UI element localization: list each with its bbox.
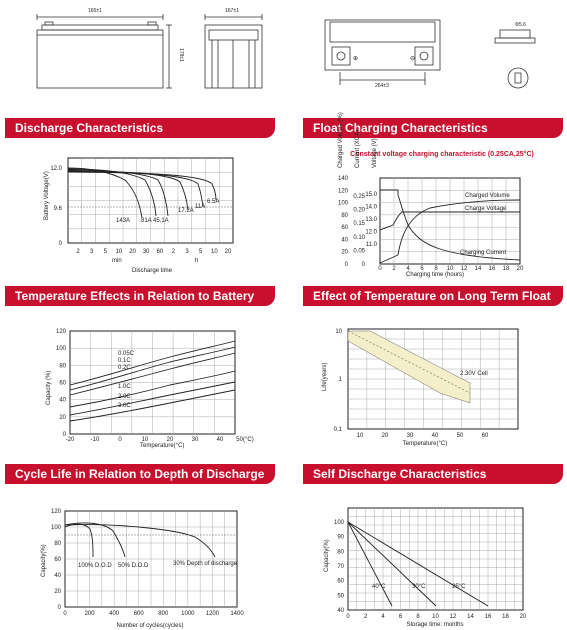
banner-self-discharge: Self Discharge Characteristics	[303, 464, 563, 484]
ytick: 1	[338, 377, 342, 383]
temp-life-chart	[320, 323, 520, 448]
x-tick: 30	[191, 437, 199, 443]
y-tick: 40	[337, 608, 344, 614]
x-tick: 16	[488, 266, 496, 272]
x-tick: 50	[456, 433, 464, 439]
x-tick: 14	[474, 266, 482, 272]
float-chart-title: Constant voltage charging characteristic (0.25CA,25°C)	[350, 151, 534, 158]
banner-float: Float Charging Characteristics	[303, 118, 563, 138]
x-tick: 800	[158, 611, 169, 617]
curve-30	[65, 525, 215, 557]
series-label: 30°C	[412, 584, 426, 590]
x-tick: 14	[467, 614, 474, 620]
series-label: Charge Voltage	[465, 206, 507, 212]
x-axis-label: Temperature(°C)	[140, 443, 185, 449]
banner-cycle: Cycle Life in Relation to Depth of Discharge	[5, 464, 275, 484]
mechanical-drawings	[0, 0, 567, 110]
curve-143A	[68, 168, 142, 218]
front-view-drawing	[37, 14, 172, 88]
x-tick: 8	[416, 614, 420, 620]
y-tick: 12.0	[365, 229, 377, 236]
series-label: Charged Volume	[465, 193, 510, 199]
y-axis-label: Battery Voltage(V)	[44, 171, 50, 220]
y-tick: 40	[341, 237, 348, 244]
y-tick: 80	[54, 541, 61, 547]
unit-h: h	[195, 258, 199, 264]
y-tick: 100	[337, 200, 348, 207]
series-label: 100% D.O.D	[78, 563, 112, 569]
y-tick: 20	[54, 589, 61, 595]
curve-100	[65, 524, 93, 557]
x-axis-label: Storage time: months	[406, 622, 464, 628]
y-axis-label: Life(years)	[322, 362, 328, 391]
y-tick: 0.25	[353, 194, 365, 200]
x-tick: 2	[363, 614, 368, 620]
curve-label: 81A	[141, 218, 152, 224]
x-tick: 0	[346, 614, 350, 620]
y-tick: 50	[337, 593, 344, 600]
x-axis-label: Discharge time	[132, 268, 173, 274]
y-tick: 60	[337, 578, 344, 585]
series-label: Charging Current	[460, 250, 507, 256]
discharge-chart	[40, 150, 240, 275]
y-tick: 100	[50, 525, 61, 531]
x-tick: 2	[392, 266, 396, 272]
y-tick: 140	[337, 176, 348, 182]
curve-label: 2.0C	[118, 394, 131, 400]
svg-text:⊕: ⊕	[353, 56, 359, 62]
curve-30C	[348, 522, 436, 606]
y-tick: 15.0	[365, 192, 377, 198]
ytick: 12.0	[50, 166, 62, 172]
curve-label: 143A	[116, 218, 131, 224]
y-tick: 0	[62, 432, 66, 438]
series-label: 40°C	[372, 584, 386, 590]
x-tick: 1200	[205, 611, 220, 617]
curve-6A	[68, 172, 216, 200]
banner-temp-life: Effect of Temperature on Long Term Float Life	[303, 286, 563, 306]
y-tick: 90	[337, 534, 344, 541]
y-tick: 60	[54, 557, 61, 563]
x-tick: 8	[434, 266, 438, 272]
x-tick: 400	[109, 611, 120, 617]
cycle-chart	[35, 505, 245, 630]
curve-label: 0.2C	[118, 365, 131, 371]
x-tick: 0	[378, 266, 382, 272]
y-tick: 0.15	[353, 221, 365, 228]
y-tick: 40	[54, 573, 61, 579]
y-tick: 80	[341, 212, 348, 219]
y-axis-label: Capacity(%)	[41, 544, 47, 577]
y-tick: 40	[59, 397, 66, 404]
x-axis-label: Charging time (hours)	[405, 272, 465, 278]
x-tick: 20	[519, 614, 527, 620]
y-tick: 120	[50, 509, 61, 515]
x-tick: 12	[460, 266, 468, 272]
front-width-dim: 165±1	[88, 8, 102, 14]
series-label: 2.30V Cell	[460, 371, 488, 377]
temp-capacity-chart	[40, 325, 254, 450]
x-tick: 10	[432, 614, 439, 620]
top-view-drawing	[325, 20, 440, 85]
height-dim: 178±1	[177, 48, 184, 62]
series-label: 50% D.O.D	[118, 563, 149, 569]
x-tick: 1400	[230, 611, 244, 617]
y-tick: 0	[57, 605, 61, 611]
curve-label: 11A	[195, 204, 206, 210]
x-tick: -20	[65, 437, 75, 443]
x-tick: 16	[484, 614, 492, 620]
y-tick: 80	[337, 549, 344, 556]
x-tick: 10	[141, 437, 149, 443]
x-tick: 6	[420, 266, 424, 272]
unit-min: min	[112, 258, 122, 264]
x-axis-label: Number of cycles(cycles)	[116, 623, 184, 629]
x-tick: 40	[216, 437, 224, 443]
x-tick: 6	[398, 614, 403, 620]
y-tick: 0	[344, 262, 348, 268]
y-tick: 14.0	[365, 204, 377, 211]
banner-temp-capacity: Temperature Effects in Relation to Battery Capacity	[5, 286, 275, 306]
x-tick: 5	[103, 249, 107, 255]
curve-label: 0.1C	[118, 358, 131, 364]
y-tick: 70	[337, 564, 344, 570]
curve-label: 3.0C	[118, 403, 131, 409]
x-tick: 20	[129, 249, 136, 255]
terminal-detail-drawing	[495, 30, 535, 88]
x-tick: 3	[185, 249, 189, 255]
y-tick: 13.0	[365, 217, 377, 223]
y-tick: 100	[55, 346, 66, 353]
ytick: 9.6	[53, 206, 62, 212]
x-tick: 40	[431, 433, 439, 439]
y-axis-label: Capacity (%)	[46, 370, 52, 405]
y-tick: 120	[337, 188, 348, 195]
y-tick: 11.0	[365, 242, 377, 248]
y-tick: 120	[55, 329, 66, 335]
ytick: 10	[335, 329, 342, 335]
col-current: Current (XCA)	[355, 129, 361, 168]
curve-label: 1.0C	[118, 384, 131, 390]
y-tick: 80	[59, 363, 66, 370]
x-tick: 2	[171, 249, 176, 255]
x-tick: 12	[449, 614, 457, 620]
curve-40C	[348, 522, 392, 606]
x-tick: 18	[502, 614, 509, 620]
y-tick: 20	[59, 414, 66, 421]
x-tick: 20	[224, 249, 232, 255]
col-charged-volume: Charged Volume (%)	[338, 112, 344, 168]
x-tick: 5	[199, 249, 203, 255]
side-view-drawing	[205, 14, 262, 88]
x-tick: 10	[211, 249, 218, 255]
x-tick: 0	[63, 611, 67, 617]
x-tick: 10	[356, 433, 364, 439]
x-tick: 30	[406, 433, 414, 439]
x-tick: 4	[381, 614, 385, 620]
banner-discharge: Discharge Characteristics	[5, 118, 275, 138]
curve-label: 6.5A	[207, 199, 220, 205]
y-tick: 0.05	[353, 248, 365, 255]
y-tick: 100	[333, 520, 344, 526]
x-tick: 20	[166, 437, 174, 443]
side-width-dim: 167±1	[225, 8, 239, 14]
x-tick: 60	[481, 433, 489, 439]
x-tick: 20	[381, 433, 389, 439]
y-tick: 0.10	[353, 234, 365, 241]
life-band	[348, 331, 470, 403]
x-tick: 10	[115, 249, 123, 255]
x-tick: 2	[76, 249, 80, 255]
series-label: 30% Depth of discharge	[173, 561, 238, 567]
self-discharge-chart	[320, 500, 535, 630]
curve-label: 0.05C	[118, 351, 135, 357]
x-tick: 0	[118, 437, 122, 443]
svg-text:⊖: ⊖	[410, 56, 416, 62]
x-tick: 60	[156, 249, 164, 255]
curve-label: 17.2A	[178, 208, 194, 214]
curve-17A	[68, 171, 188, 210]
y-axis-label: Capacity(%)	[324, 539, 330, 572]
y-tick: 0	[361, 262, 365, 268]
x-tick: 20	[516, 266, 524, 272]
x-tick: 4	[406, 266, 410, 272]
x-tick: 18	[502, 266, 510, 272]
hole-dim: Φ5.6	[515, 22, 526, 28]
x-tick: 10	[446, 266, 454, 272]
curve-81A	[68, 169, 156, 216]
x-tick: -10	[90, 437, 100, 443]
col-voltage: Voltage (V)	[372, 138, 378, 168]
x-tick: 200	[84, 611, 95, 617]
x-tick: 50(°C)	[236, 437, 254, 443]
curve-50	[65, 523, 125, 557]
y-tick: 60	[59, 380, 66, 387]
x-axis-label: Temperature(°C)	[402, 441, 448, 447]
x-tick: 30	[142, 249, 150, 255]
ytick: 0.1	[333, 427, 342, 433]
x-tick: 1000	[181, 611, 195, 617]
x-tick: 3	[89, 249, 94, 255]
ytick: 0	[58, 241, 62, 247]
bolt-spacing-dim: 264±3	[375, 83, 389, 89]
series-label: 25°C	[452, 584, 466, 590]
x-tick: 600	[133, 611, 144, 617]
y-tick: 20	[341, 249, 348, 256]
y-tick: 60	[341, 225, 348, 232]
curve-label: 45.1A	[153, 218, 169, 224]
y-tick: 0.20	[353, 207, 365, 214]
